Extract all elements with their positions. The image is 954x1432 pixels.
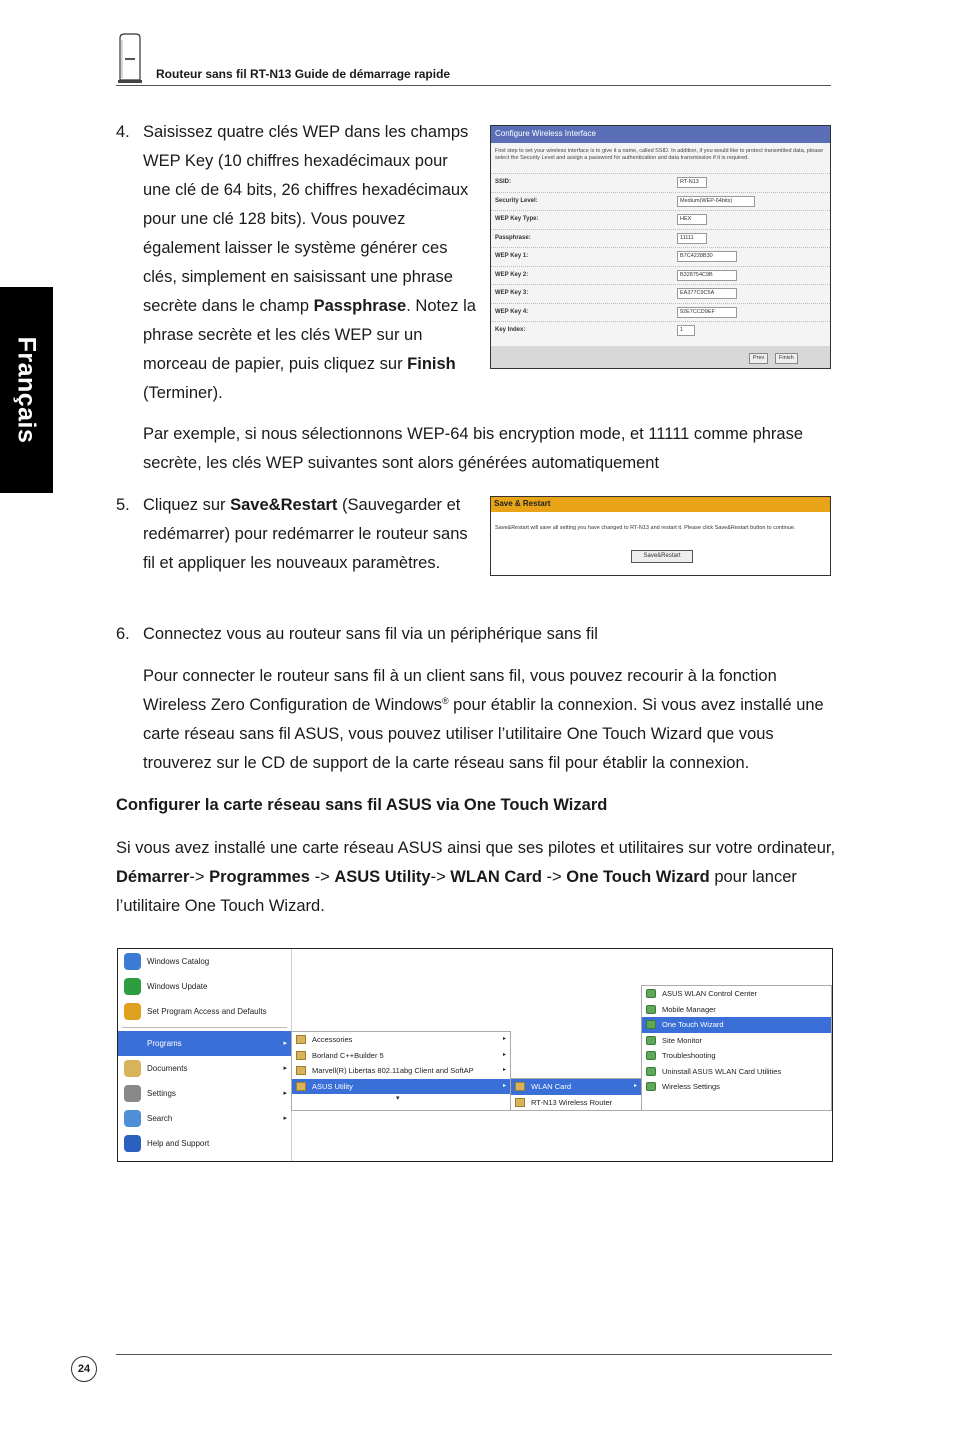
form-field[interactable]: 11111: [677, 233, 707, 244]
menu-item-label: Help and Support: [147, 1139, 210, 1148]
program-icon: [646, 1036, 656, 1045]
form-field[interactable]: 92E7CCD9EF: [677, 307, 737, 318]
form-label: WEP Key 4:: [495, 308, 529, 315]
start-menu-item[interactable]: [118, 1106, 291, 1131]
wlan-card-submenu: [641, 985, 832, 1111]
form-row: [491, 303, 830, 322]
start-menu-item[interactable]: [118, 1031, 291, 1056]
wireless-interface-screenshot: [490, 125, 831, 369]
start-menu-item[interactable]: [118, 1081, 291, 1106]
submenu-item[interactable]: [642, 1033, 831, 1049]
example-paragraph: Par exemple, si nous sélectionnons WEP-64 bis encryption mode, et 11111 comme phrase secrète, les clés WEP suivantes sont alors générées automatiquement: [143, 425, 804, 472]
menu-item-label: Windows Update: [147, 982, 208, 991]
menu-item-icon: [124, 1085, 141, 1102]
form-field[interactable]: B328754C9B: [677, 270, 737, 281]
step-4-number: 4.: [116, 123, 130, 141]
submenu-item-label: Troubleshooting: [662, 1051, 716, 1060]
program-icon: [646, 1005, 656, 1014]
form-label: WEP Key Type:: [495, 216, 539, 222]
submenu-item[interactable]: [511, 1095, 641, 1111]
submenu-item[interactable]: [292, 1079, 510, 1095]
programs-submenu: [291, 1031, 511, 1111]
form-field[interactable]: Medium(WEP-64bits): [677, 196, 755, 207]
menu-item-icon: [124, 1060, 141, 1077]
step-5-text: Cliquez sur Save&Restart (Sauvegarder et redémarrer) pour redémarrer le routeur sans fil et appliquer les nouveaux paramètres.: [143, 496, 468, 572]
start-menu-item[interactable]: [118, 974, 291, 999]
menu-item-label: Documents: [147, 1064, 188, 1073]
screenshot-footer: [491, 346, 830, 368]
form-label: SSID:: [495, 179, 512, 185]
program-icon: [646, 989, 656, 998]
menu-item-label: Programs: [147, 1039, 182, 1048]
screenshot-title: Configure Wireless Interface: [491, 126, 830, 143]
menu-item-icon: [124, 1135, 141, 1152]
submenu-item-label: Mobile Manager: [662, 1004, 716, 1014]
step-5-number: 5.: [116, 496, 130, 514]
submenu-arrow-icon: ▸: [502, 1051, 506, 1058]
prev-button[interactable]: Prev: [749, 353, 768, 364]
start-menu-item[interactable]: [118, 949, 291, 974]
program-icon: [646, 1020, 656, 1029]
submenu-item[interactable]: [292, 1032, 510, 1048]
final-paragraph: Si vous avez installé une carte réseau ASUS ainsi que ses pilotes et utilitaires sur votre ordinateur, Démarrer-> Programmes -> ASUS Utility-> WLAN Card -> One Touch Wizard pour lancer l’utilitaire One Touch Wizard.: [116, 839, 836, 915]
section-heading: Configurer la carte réseau sans fil ASUS via One Touch Wizard: [116, 796, 608, 814]
form-field[interactable]: HEX: [677, 214, 707, 225]
submenu-item-label: WLAN Card: [531, 1082, 572, 1091]
submenu-item[interactable]: [642, 1048, 831, 1064]
submenu-item-label: ASUS Utility: [312, 1081, 353, 1091]
submenu-item[interactable]: [642, 1064, 831, 1080]
program-icon: [515, 1082, 525, 1091]
submenu-arrow-icon: ▸: [283, 1115, 287, 1122]
form-label: Key Index:: [495, 327, 526, 333]
submenu-item-label: RT-N13 Wireless Router: [531, 1098, 613, 1107]
save-restart-title: Save & Restart: [491, 497, 830, 512]
footer-divider: [116, 1354, 832, 1355]
program-icon: [296, 1035, 306, 1044]
form-label: Passphrase:: [495, 234, 531, 241]
submenu-arrow-icon: ▸: [283, 1065, 287, 1072]
screenshot-intro: First step to set your wireless interface is to give it a name, called SSID. In addition, if you would like to protect transmitted data, please select the Security Level and assign a password for authentication and data transmission if it is required.: [495, 148, 824, 161]
menu-item-icon: [124, 953, 141, 970]
save-restart-screenshot: [490, 496, 831, 576]
form-field[interactable]: RT-N13: [677, 177, 707, 188]
submenu-item[interactable]: [642, 1017, 831, 1033]
start-menu-screenshot: [117, 948, 833, 1162]
form-field[interactable]: 1: [677, 325, 695, 336]
program-icon: [646, 1051, 656, 1060]
program-icon: [646, 1067, 656, 1076]
step-6-number: 6.: [116, 625, 130, 643]
header-title: Routeur sans fil RT-N13 Guide de démarrage rapide: [156, 67, 451, 81]
submenu-item[interactable]: [642, 1002, 831, 1018]
program-icon: [515, 1098, 525, 1107]
submenu-item[interactable]: [292, 1063, 510, 1079]
menu-separator: [122, 1027, 287, 1028]
form-label: Security Level:: [495, 197, 538, 204]
form-row: [491, 321, 830, 340]
submenu-arrow-icon: ▸: [633, 1083, 637, 1089]
form-row: [491, 192, 830, 211]
page-header: [116, 30, 831, 86]
menu-item-label: Settings: [147, 1089, 176, 1098]
asus-utility-submenu: [510, 1078, 642, 1111]
submenu-item[interactable]: [642, 1079, 831, 1095]
menu-item-label: Set Program Access and Defaults: [147, 1007, 267, 1016]
router-icon: [116, 32, 142, 84]
start-menu: [118, 949, 292, 1161]
connect-paragraph: Pour connecter le routeur sans fil à un client sans fil, vous pouvez recourir à la fonction Wireless Zero Configuration de Windows® pour établir la connexion. Si vous avez installé une carte réseau sans fil ASUS, vous pouvez utiliser l’utilitaire One Touch Wizard que vous trouverez sur le CD de support de la carte réseau sans fil pour établir la connexion.: [143, 667, 824, 772]
submenu-item-label: Wireless Settings: [662, 1082, 720, 1091]
submenu-arrow-icon: ▸: [502, 1036, 506, 1042]
program-icon: [646, 1082, 656, 1091]
submenu-arrow-icon: ▸: [502, 1067, 506, 1073]
finish-button[interactable]: Finish: [775, 353, 798, 364]
form-row: [491, 284, 830, 303]
submenu-item[interactable]: [292, 1048, 510, 1064]
menu-item-icon: [124, 1035, 141, 1052]
start-menu-item[interactable]: [118, 1056, 291, 1081]
form-label: WEP Key 1:: [495, 253, 529, 259]
submenu-item[interactable]: [642, 986, 831, 1002]
step-6-text: Connectez vous au routeur sans fil via un périphérique sans fil: [143, 625, 598, 643]
more-items-chevron-icon[interactable]: ▾: [396, 1095, 400, 1102]
menu-item-label: Windows Catalog: [147, 957, 210, 966]
form-row: [491, 247, 830, 266]
save-restart-text: Save&Restart will save all setting you have changed to RT-N13 and restart it. Please click Save&Restart button to continue.: [495, 525, 796, 531]
submenu-item-label: Marvell(R) Libertas 802.11abg Client and SoftAP: [312, 1066, 474, 1075]
submenu-arrow-icon: ▸: [283, 1090, 287, 1097]
submenu-item-label: One Touch Wizard: [662, 1020, 724, 1029]
start-menu-item[interactable]: [118, 1131, 291, 1156]
form-row: [491, 266, 830, 285]
menu-item-icon: [124, 1003, 141, 1020]
program-icon: [296, 1082, 306, 1091]
form-row: [491, 229, 830, 248]
submenu-item-label: Site Monitor: [662, 1035, 703, 1045]
submenu-item[interactable]: [511, 1079, 641, 1095]
menu-item-label: Search: [147, 1114, 173, 1123]
form-label: WEP Key 2:: [495, 271, 529, 278]
program-icon: [296, 1051, 306, 1060]
program-icon: [296, 1066, 306, 1075]
form-field[interactable]: B7C4228B30: [677, 251, 737, 262]
page-number: 24: [71, 1356, 97, 1382]
language-label: Français: [12, 336, 41, 444]
save-restart-button[interactable]: Save&Restart: [631, 550, 693, 563]
language-tab: [0, 287, 53, 493]
form-label: WEP Key 3:: [495, 290, 529, 296]
submenu-arrow-icon: ▸: [283, 1040, 287, 1047]
step-4-text: Saisissez quatre clés WEP dans les champs WEP Key (10 chiffres hexadécimaux pour une clé de 64 bits, 26 chiffres hexadécimaux pour une clé 128 bits). Vous pouvez également laisser le système générer ces clés, simplement en saisissant une phrase secrète dans le champ Passphrase. Notez la phrase secrète et les clés WEP sur un morceau de papier, puis cliquez sur Finish (Terminer).: [143, 123, 476, 402]
submenu-item-label: ASUS WLAN Control Center: [662, 989, 758, 998]
submenu-item-label: Accessories: [312, 1035, 353, 1044]
submenu-arrow-icon: ▸: [502, 1082, 506, 1089]
submenu-item-label: Uninstall ASUS WLAN Card Utilities: [662, 1066, 782, 1076]
menu-item-icon: [124, 978, 141, 995]
start-menu-item[interactable]: [118, 999, 291, 1024]
form-row: [491, 173, 830, 192]
form-row: [491, 210, 830, 229]
form-field[interactable]: EA377C9C5A: [677, 288, 737, 299]
submenu-item-label: Borland C++Builder 5: [312, 1050, 384, 1060]
menu-item-icon: [124, 1110, 141, 1127]
